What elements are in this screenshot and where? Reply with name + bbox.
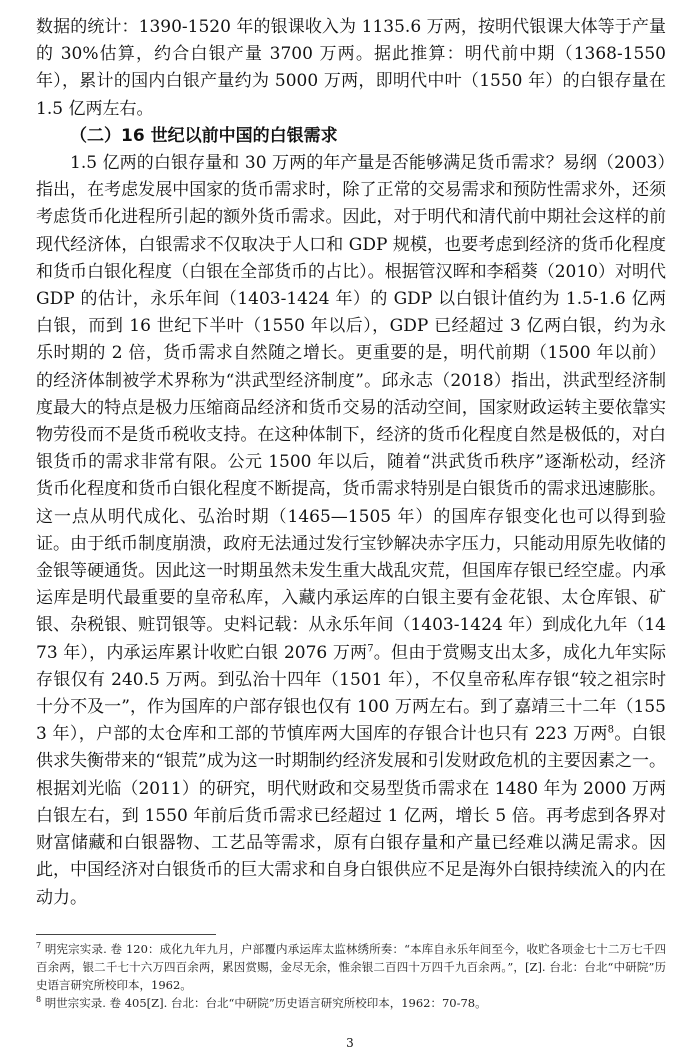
section-heading: （二）16 世纪以前中国的白银需求 (70, 125, 338, 146)
footnote-ref-8[interactable]: 8 (607, 724, 615, 736)
footnote-ref-7[interactable]: 7 (367, 643, 374, 655)
paragraph-top: 数据的统计：1390-1520 年的银课收入为 1135.6 万两，按明代银课大体等于产量的 30%估算，约合白银产量 3700 万两。据此推算：明代前中期（1368-1550 年），累计的国内白银产量约为 5000 万两，即明代中叶（1550 年）的白银存量在 1.5 亿两左右。 (36, 17, 666, 119)
main-paragraph-part2: 。但由于赏赐支出太多，成化九年实际存银仅有 240.5 万两。到弘治十四年（1501 年），不仅皇帝私库存银“较之祖宗时十分不及一”，作为国库的户部存银也仅有 100 万两左右。到了嘉靖三十二年（1553 年），户部的太仓库和工部的节慎库两大国库的存银合计也只有 223 万两 (36, 642, 667, 745)
footnotes-section (36, 940, 666, 1012)
main-paragraph-part3: 。白银供求失衡带来的“银荒”成为这一时期制约经济发展和引发财政危机的主要因素之一。根据刘光临（2011）的研究，明代财政和交易型货币需求在 1480 年为 2000 万两白银左右，到 1550 年前后货币需求已经超过 1 亿两，增长 5 倍。再考虑到各界对财富储藏和白银器物、工艺品等需求，原有白银存量和产量已经难以满足需求。因此，中国经济对白银货币的巨大需求和自身白银供应不足是海外白银持续流入的内在动力。 (36, 724, 667, 908)
main-paragraph (36, 150, 666, 912)
footnote-8 (36, 994, 666, 1012)
footnote-7 (36, 940, 666, 994)
document-body (36, 14, 666, 912)
footnote-text: 明宪宗实录. 卷 120：成化九年九月，户部覆内承运库太监林绣所奏：“本库自永乐年间至今，收贮各项金七十二万七千四百余两，银二千七十六万四百余两，累因赏赐，金尽无余，惟余银二百四十万四千九百余两。”，[Z]. 台北：台北“中研院”历史语言研究所校印本，1962。 (36, 942, 666, 992)
footnote-divider (36, 934, 216, 935)
main-paragraph-part1: 1.5 亿两的白银存量和 30 万两的年产量是否能够满足货币需求？易纲（2003）指出，在考虑发展中国家的货币需求时，除了正常的交易需求和预防性需求外，还须考虑货币化进程所引起的额外货币需求。因此，对于明代和清代前中期社会这样的前现代经济体，白银需求不仅取决于人口和 GDP 规模，也要考虑到经济的货币化程度和货币白银化程度（白银在全部货币的占比）。根据管汉晖和李稻葵（2010）对明代 GDP 的估计，永乐年间（1403-1424 年）的 GDP 以白银计值约为 1.5-1.6 亿两白银，而到 16 世纪下半叶（1550 年以后），GDP 已经超过 3 亿两白银，约为永乐时期的 2 倍，货币需求自然随之增长。更重要的是，明代前期（1500 年以前）的经济体制被学术界称为“洪武型经济制度”。邱永志（2018）指出，洪武型经济制度最大的特点是极力压缩商品经济和货币交易的活动空间，国家财政运转主要依靠实物劳役而不是货币税收支持。在这种体制下，经济的货币化程度自然是极低的，对白银货币的需求非常有限。公元 1500 年以后，随着“洪武货币秩序”逐渐松动，经济货币化程度和货币白银化程度不断提高，货币需求特别是白银货币的需求迅速膨胀。这一点从明代成化、弘治时期（1465—1505 年）的国库存银变化也可以得到验证。由于纸币制度崩溃，政府无法通过发行宝钞解决赤字压力，只能动用原先收储的金银等硬通货。因此这一时期虽然未发生重大战乱灾荒，但国库存银已经空虚。内承运库是明代最重要的皇帝私库，入藏内承运库的白银主要有金花银、太仓库银、矿银、杂税银、赃罚银等。史料记载：从永乐年间（1403-1424 年）到成化九年（1473 年），内承运库累计收贮白银 2076 万两 (36, 153, 666, 663)
page-number: 3 (346, 1036, 354, 1050)
footnote-number: 7 (36, 941, 42, 951)
footnote-number: 8 (36, 995, 42, 1005)
footnote-text: 明世宗实录. 卷 405[Z]. 台北：台北“中研院”历史语言研究所校印本，1962：70-78。 (41, 996, 487, 1010)
